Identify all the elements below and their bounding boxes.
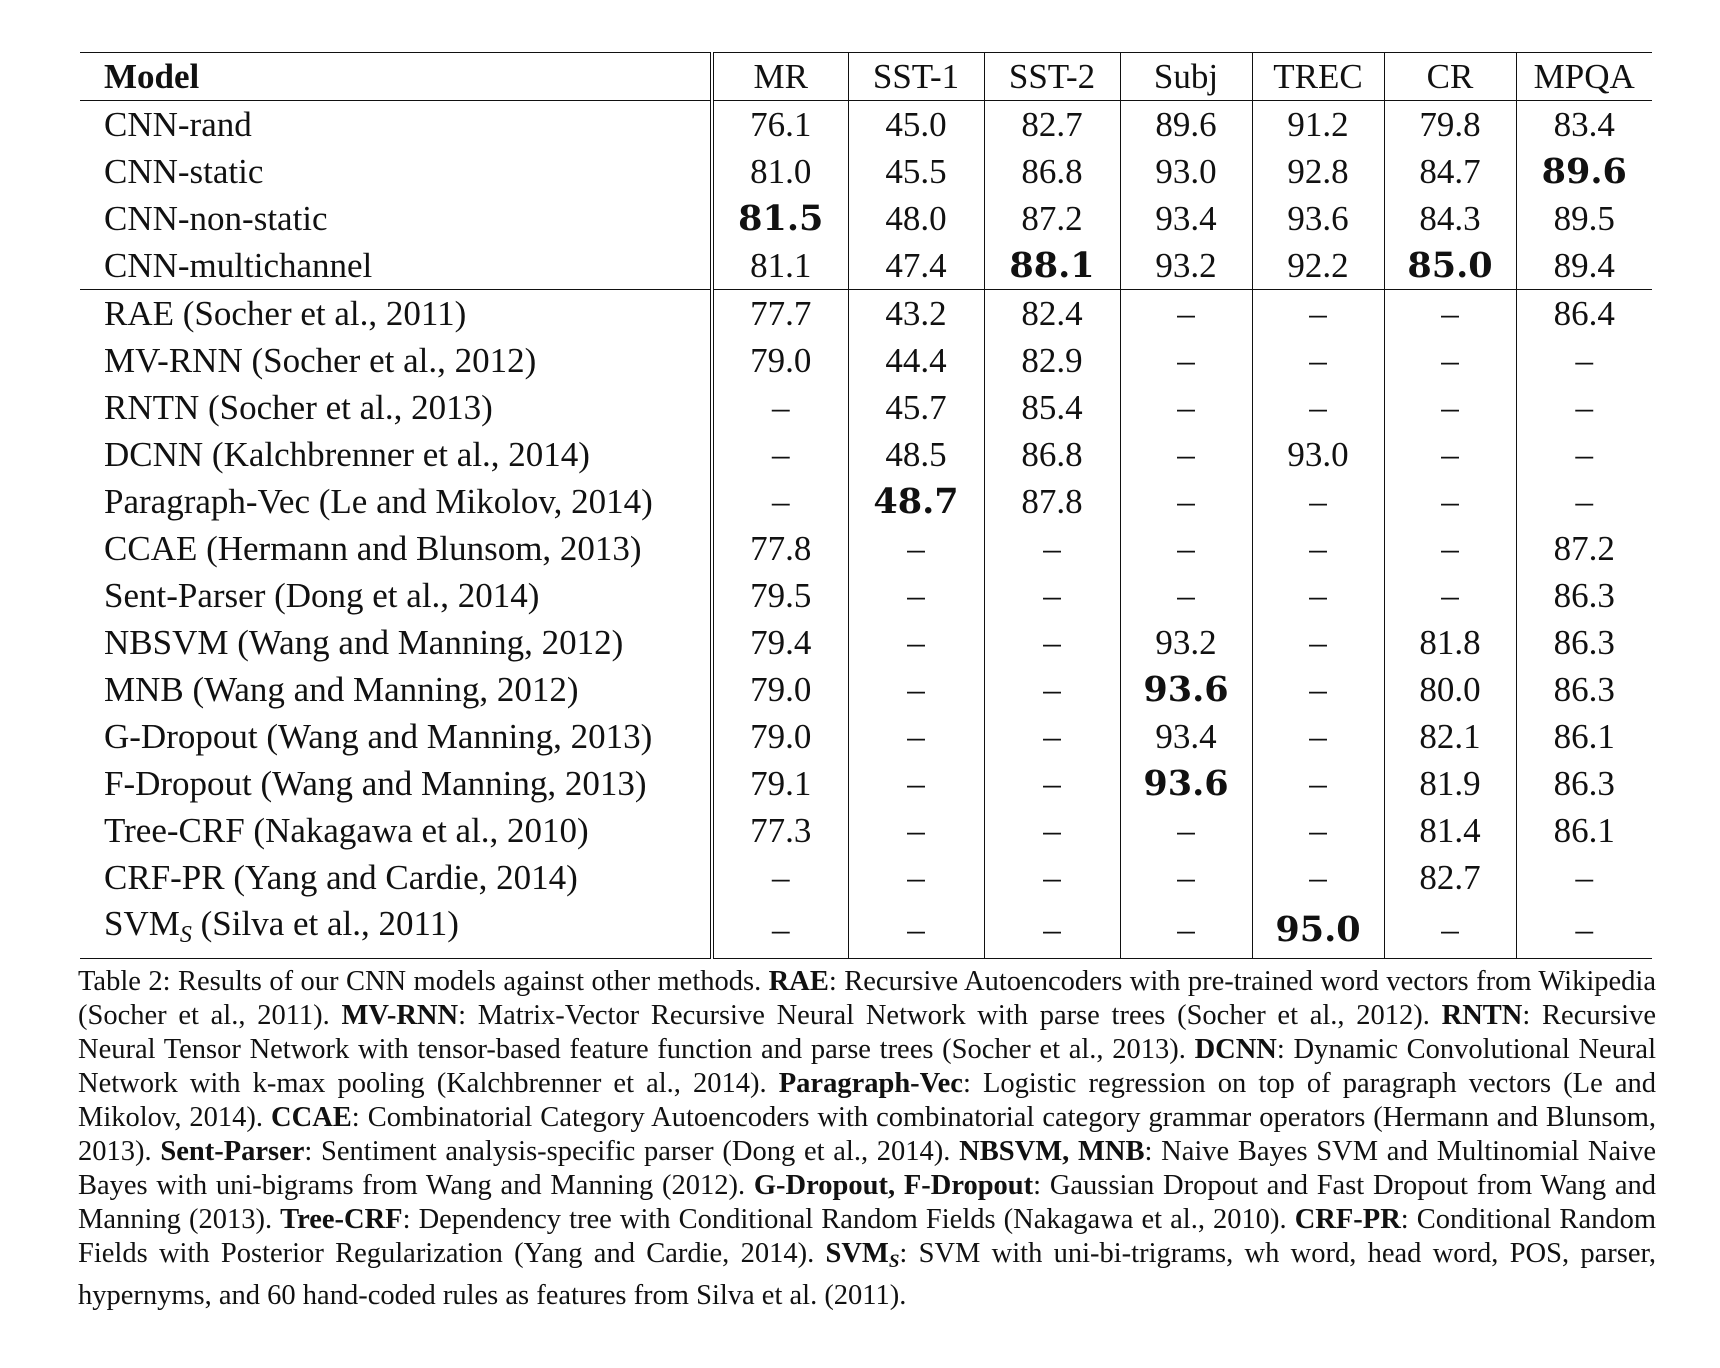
score-sst-2: 88.1 (984, 242, 1120, 290)
caption-term: RAE (768, 966, 829, 997)
header-cr: CR (1384, 53, 1516, 101)
baseline-models-group (80, 290, 1652, 959)
caption-text: : Dependency tree with Conditional Random Fields (Nakagawa et al., 2010). (402, 1204, 1295, 1235)
score-mr: 79.0 (712, 337, 848, 384)
model-name-cell (80, 525, 712, 572)
score-sst-2: – (984, 807, 1120, 854)
score-sst-2: 87.8 (984, 478, 1120, 525)
score-trec: – (1252, 619, 1384, 666)
caption-text: : Gaussian Dropout and Fast Dropout from Wang and Manning (2013). (78, 1170, 1657, 1235)
score-trec: – (1252, 290, 1384, 338)
cnn-models-group (80, 101, 1652, 290)
score-mpqa: – (1516, 337, 1652, 384)
score-cr: 84.3 (1384, 195, 1516, 242)
score-mr: – (712, 901, 848, 959)
score-sst-1: – (848, 807, 984, 854)
score-trec: – (1252, 337, 1384, 384)
table-row (80, 195, 1652, 242)
score-subj: 89.6 (1120, 101, 1252, 149)
score-trec: – (1252, 666, 1384, 713)
score-mr: 81.1 (712, 242, 848, 290)
score-subj: 93.4 (1120, 195, 1252, 242)
score-subj: – (1120, 337, 1252, 384)
score-subj: – (1120, 901, 1252, 959)
score-sst-2: – (984, 572, 1120, 619)
score-mpqa: – (1516, 431, 1652, 478)
score-mr: – (712, 478, 848, 525)
model-name: CCAE (Hermann and Blunsom, 2013) (104, 528, 642, 568)
score-trec: 91.2 (1252, 101, 1384, 149)
score-sst-1: – (848, 713, 984, 760)
model-name-cell (80, 431, 712, 478)
score-cr: – (1384, 572, 1516, 619)
score-mr: 81.0 (712, 148, 848, 195)
score-mr: 77.8 (712, 525, 848, 572)
score-mr: 79.0 (712, 666, 848, 713)
model-name: MV-RNN (Socher et al., 2012) (104, 340, 537, 380)
score-sst-2: 86.8 (984, 148, 1120, 195)
score-mpqa: 86.3 (1516, 666, 1652, 713)
model-name-cell (80, 101, 712, 149)
model-name-cell (80, 478, 712, 525)
model-name-cell (80, 195, 712, 242)
score-mr: – (712, 431, 848, 478)
score-trec: 92.8 (1252, 148, 1384, 195)
header-trec: TREC (1252, 53, 1384, 101)
caption-text: : SVM with uni-bi-trigrams, wh word, head word, POS, parser, hypernyms, and 60 hand-coded rules as features from Silva et al. (2011). (78, 1238, 1656, 1311)
model-name-cell (80, 148, 712, 195)
model-name: Sent-Parser (Dong et al., 2014) (104, 575, 540, 615)
model-name: RAE (Socher et al., 2011) (104, 293, 467, 333)
score-mpqa: 89.4 (1516, 242, 1652, 290)
score-mr: 77.3 (712, 807, 848, 854)
score-sst-1: 45.7 (848, 384, 984, 431)
score-subj: – (1120, 572, 1252, 619)
table-row (80, 478, 1652, 525)
model-name-cell (80, 807, 712, 854)
caption-text: : Naive Bayes SVM and Multinomial Naive Bayes with uni-bigrams from Wang and Manning (2012). (78, 1136, 1656, 1201)
score-cr: – (1384, 478, 1516, 525)
caption-term: CCAE (271, 1102, 352, 1133)
model-name-cell (80, 242, 712, 290)
score-mr: 79.1 (712, 760, 848, 807)
score-sst-1: 48.5 (848, 431, 984, 478)
score-trec: – (1252, 572, 1384, 619)
score-sst-1: 47.4 (848, 242, 984, 290)
table-row (80, 337, 1652, 384)
caption-text: : Recursive Autoencoders with pre-trained word vectors from Wikipedia (Socher et al., 2011). (78, 966, 1656, 1031)
header-subj: Subj (1120, 53, 1252, 101)
score-cr: – (1384, 525, 1516, 572)
table-row (80, 148, 1652, 195)
model-name-cell (80, 666, 712, 713)
score-trec: – (1252, 713, 1384, 760)
table-row (80, 901, 1652, 959)
score-mpqa: 86.3 (1516, 572, 1652, 619)
score-mr: 79.0 (712, 713, 848, 760)
model-name-citation: (Silva et al., 2011) (191, 904, 459, 943)
model-name: DCNN (Kalchbrenner et al., 2014) (104, 434, 590, 474)
score-sst-2: 82.4 (984, 290, 1120, 338)
score-cr: 81.9 (1384, 760, 1516, 807)
model-name-cell (80, 572, 712, 619)
model-name: G-Dropout (Wang and Manning, 2013) (104, 716, 653, 756)
table-row (80, 431, 1652, 478)
model-name: Tree-CRF (Nakagawa et al., 2010) (104, 810, 589, 850)
model-name: CNN-non-static (104, 198, 328, 238)
score-cr: – (1384, 431, 1516, 478)
score-trec: – (1252, 760, 1384, 807)
header-mr: MR (712, 53, 848, 101)
table-row (80, 242, 1652, 290)
score-sst-1: – (848, 666, 984, 713)
score-mpqa: – (1516, 901, 1652, 959)
score-mpqa: 89.5 (1516, 195, 1652, 242)
caption-term: Tree-CRF (280, 1204, 403, 1235)
model-name-cell (80, 901, 712, 959)
caption-term: G-Dropout, F-Dropout (753, 1170, 1034, 1201)
score-subj: – (1120, 384, 1252, 431)
score-sst-2: – (984, 619, 1120, 666)
caption-text: : Sentiment analysis-specific parser (Dong et al., 2014). (304, 1136, 960, 1167)
score-subj: – (1120, 854, 1252, 901)
caption-term: RNTN (1441, 1000, 1523, 1031)
score-mpqa: 86.4 (1516, 290, 1652, 338)
score-sst-2: – (984, 854, 1120, 901)
caption-term: NBSVM, MNB (959, 1136, 1145, 1167)
caption-term: Sent-Parser (160, 1136, 305, 1167)
score-cr: – (1384, 901, 1516, 959)
score-mr: 76.1 (712, 101, 848, 149)
score-sst-1: – (848, 760, 984, 807)
score-mpqa: – (1516, 478, 1652, 525)
header-model: Model (80, 53, 712, 101)
model-name-cell (80, 854, 712, 901)
score-subj: – (1120, 807, 1252, 854)
score-sst-1: – (848, 619, 984, 666)
score-sst-2: 85.4 (984, 384, 1120, 431)
score-subj: 93.2 (1120, 619, 1252, 666)
model-name-cell (80, 713, 712, 760)
score-sst-2: 86.8 (984, 431, 1120, 478)
score-cr: 84.7 (1384, 148, 1516, 195)
score-sst-1: 48.7 (848, 478, 984, 525)
model-name: CNN-rand (104, 104, 252, 144)
table-row (80, 760, 1652, 807)
table-row (80, 854, 1652, 901)
score-sst-1: 48.0 (848, 195, 984, 242)
header-sst2: SST-2 (984, 53, 1120, 101)
score-cr: 85.0 (1384, 242, 1516, 290)
score-sst-1: – (848, 572, 984, 619)
score-trec: – (1252, 525, 1384, 572)
score-sst-2: – (984, 760, 1120, 807)
score-cr: 81.4 (1384, 807, 1516, 854)
table-row (80, 713, 1652, 760)
score-mr: 79.5 (712, 572, 848, 619)
score-mpqa: 86.1 (1516, 713, 1652, 760)
table-row (80, 666, 1652, 713)
table-row (80, 572, 1652, 619)
score-cr: 80.0 (1384, 666, 1516, 713)
score-trec: 93.0 (1252, 431, 1384, 478)
score-mpqa: 86.3 (1516, 619, 1652, 666)
model-name-cell (80, 760, 712, 807)
score-sst-2: – (984, 525, 1120, 572)
model-name: CNN-static (104, 151, 264, 191)
score-sst-2: 82.9 (984, 337, 1120, 384)
model-name-cell (80, 384, 712, 431)
score-cr: 82.7 (1384, 854, 1516, 901)
score-sst-2: – (984, 666, 1120, 713)
score-subj: – (1120, 431, 1252, 478)
score-subj: – (1120, 290, 1252, 338)
caption-text: Table 2: Results of our CNN models against other methods. (78, 966, 769, 997)
caption-text: : Combinatorial Category Autoencoders with combinatorial category grammar operators (Hermann and Blunsom, 2013). (78, 1102, 1656, 1167)
score-mpqa: 86.1 (1516, 807, 1652, 854)
caption-term: SVM (825, 1238, 889, 1269)
score-sst-1: 45.5 (848, 148, 984, 195)
model-name: SVM (104, 904, 180, 943)
caption-text: : Logistic regression on top of paragraph vectors (Le and Mikolov, 2014). (78, 1068, 1656, 1133)
score-cr: 81.8 (1384, 619, 1516, 666)
score-subj: 93.2 (1120, 242, 1252, 290)
score-mpqa: – (1516, 854, 1652, 901)
caption-term: Paragraph-Vec (778, 1068, 963, 1099)
results-table (80, 52, 1652, 959)
caption-subscript: S (888, 1251, 900, 1272)
score-subj: 93.4 (1120, 713, 1252, 760)
score-cr: 82.1 (1384, 713, 1516, 760)
caption-term: MV-RNN (341, 1000, 459, 1031)
score-sst-1: – (848, 854, 984, 901)
model-name: Paragraph-Vec (Le and Mikolov, 2014) (104, 481, 653, 521)
caption-term: CRF-PR (1294, 1204, 1401, 1235)
model-name: MNB (Wang and Manning, 2012) (104, 669, 579, 709)
score-subj: 93.6 (1120, 666, 1252, 713)
header-sst1: SST-1 (848, 53, 984, 101)
caption-term: DCNN (1194, 1034, 1277, 1065)
score-trec: – (1252, 384, 1384, 431)
table-row (80, 619, 1652, 666)
table-row (80, 384, 1652, 431)
score-cr: 79.8 (1384, 101, 1516, 149)
model-name: RNTN (Socher et al., 2013) (104, 387, 493, 427)
score-sst-2: 87.2 (984, 195, 1120, 242)
model-name: CRF-PR (Yang and Cardie, 2014) (104, 857, 578, 897)
score-sst-1: 45.0 (848, 101, 984, 149)
score-trec: – (1252, 807, 1384, 854)
score-trec: 95.0 (1252, 901, 1384, 959)
score-sst-1: 44.4 (848, 337, 984, 384)
score-sst-2: 82.7 (984, 101, 1120, 149)
model-name: F-Dropout (Wang and Manning, 2013) (104, 763, 647, 803)
score-mpqa: 89.6 (1516, 148, 1652, 195)
score-mpqa: – (1516, 384, 1652, 431)
caption-text: : Dynamic Convolutional Neural Network with k-max pooling (Kalchbrenner et al., 2014). (78, 1034, 1656, 1099)
table-row (80, 290, 1652, 338)
score-mpqa: 87.2 (1516, 525, 1652, 572)
table-caption (78, 965, 1656, 1313)
score-sst-1: – (848, 525, 984, 572)
score-cr: – (1384, 384, 1516, 431)
score-cr: – (1384, 290, 1516, 338)
table-header (80, 53, 1652, 101)
model-name: CNN-multichannel (104, 245, 373, 285)
model-name-cell (80, 337, 712, 384)
score-sst-1: 43.2 (848, 290, 984, 338)
table-row (80, 807, 1652, 854)
score-mr: – (712, 854, 848, 901)
caption-text: : Recursive Neural Tensor Network with tensor-based feature function and parse trees (Socher et al., 2013). (78, 1000, 1656, 1065)
score-sst-2: – (984, 901, 1120, 959)
score-mpqa: 86.3 (1516, 760, 1652, 807)
score-trec: 93.6 (1252, 195, 1384, 242)
score-sst-1: – (848, 901, 984, 959)
score-sst-2: – (984, 713, 1120, 760)
table-row (80, 525, 1652, 572)
model-name-cell (80, 290, 712, 338)
score-subj: 93.6 (1120, 760, 1252, 807)
caption-text: : Matrix-Vector Recursive Neural Network with parse trees (Socher et al., 2012). (458, 1000, 1442, 1031)
model-name-cell (80, 619, 712, 666)
score-trec: – (1252, 478, 1384, 525)
score-mr: 77.7 (712, 290, 848, 338)
score-mr: – (712, 384, 848, 431)
score-subj: 93.0 (1120, 148, 1252, 195)
header-mpqa: MPQA (1516, 53, 1652, 101)
score-cr: – (1384, 337, 1516, 384)
score-subj: – (1120, 525, 1252, 572)
model-name-subscript: S (179, 922, 192, 948)
table-row (80, 101, 1652, 149)
score-subj: – (1120, 478, 1252, 525)
score-mr: 79.4 (712, 619, 848, 666)
score-trec: – (1252, 854, 1384, 901)
score-mpqa: 83.4 (1516, 101, 1652, 149)
score-trec: 92.2 (1252, 242, 1384, 290)
caption-text: : Conditional Random Fields with Posterior Regularization (Yang and Cardie, 2014). (78, 1204, 1657, 1269)
model-name: NBSVM (Wang and Manning, 2012) (104, 622, 624, 662)
header-row (80, 53, 1652, 101)
score-mr: 81.5 (712, 195, 848, 242)
